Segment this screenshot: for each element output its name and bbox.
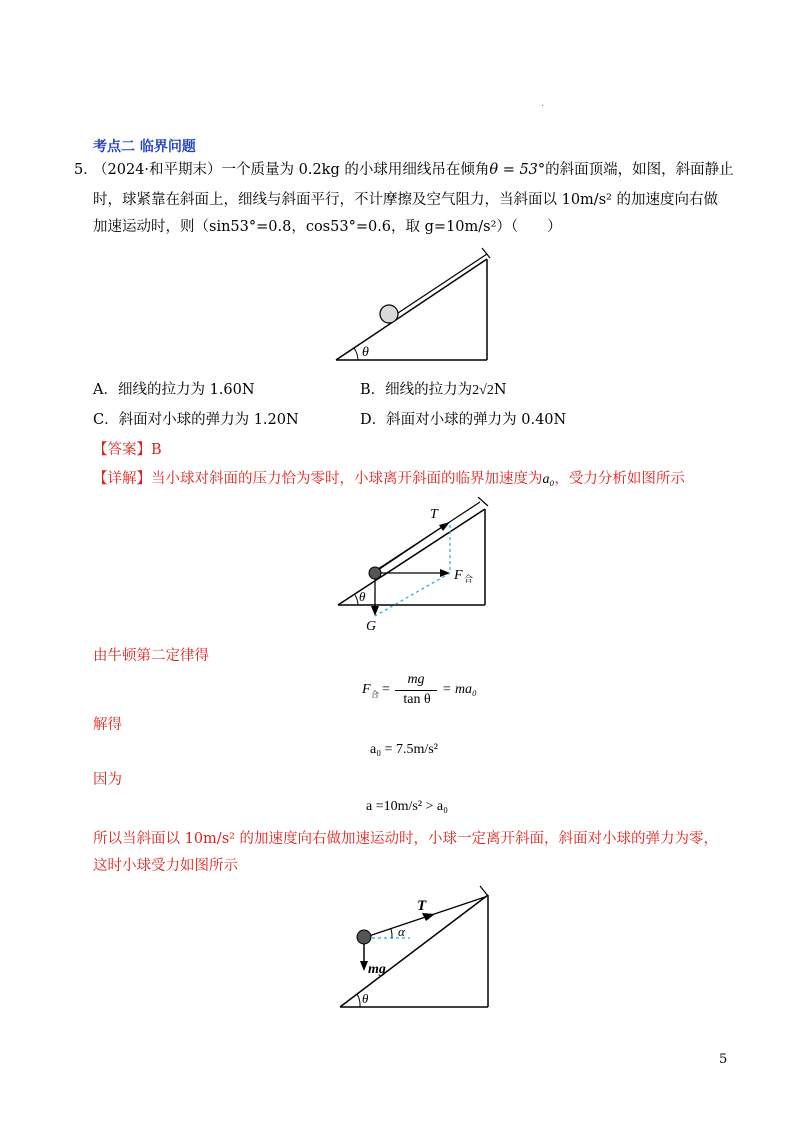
option-a: A．细线的拉力为 1.60N	[93, 382, 255, 398]
fig2-G-label: G	[366, 619, 377, 634]
question-line-1	[93, 160, 734, 180]
step-3: 因为	[93, 772, 122, 788]
step-1: 由牛顿第二定律得	[93, 648, 209, 664]
option-b-pre: B．细线的拉力为	[360, 382, 473, 398]
section-title: 考点二 临界问题	[93, 139, 196, 155]
theta-value: θ = 53°	[489, 162, 546, 178]
question-line-2: 时，球紧靠在斜面上，细线与斜面平行，不计摩擦及空气阻力，当斜面以 10m/s² 的加速度向右做	[93, 192, 719, 208]
eq1-numerator: mg	[407, 672, 425, 687]
fig3-theta-label: θ	[362, 991, 369, 1006]
question-line-3: 加速运动时，则（sin53°=0.8，cos53°=0.6，取 g=10m/s²）（ ）	[93, 219, 562, 235]
eq1-fraction-bar	[395, 690, 437, 691]
fig2-theta-label: θ	[359, 589, 366, 604]
fig1-theta-label: θ	[362, 345, 369, 360]
eq1-rhs: = ma₀	[442, 682, 477, 697]
question-line-1-pre: （2024·和平期末）一个质量为 0.2kg 的小球用细线吊在倾角	[93, 162, 490, 178]
conclusion-line-1: 所以当斜面以 10m/s² 的加速度向右做加速运动时，小球一定离开斜面，斜面对小球的弹力为零，	[93, 831, 719, 847]
fig2-T-label: T	[430, 507, 438, 522]
header-dot: .	[541, 98, 545, 109]
incline-figure-1	[330, 245, 500, 370]
incline-figure-2	[330, 497, 500, 637]
eq1-lhs-sub: 合	[371, 690, 379, 699]
detail-text	[93, 469, 685, 490]
fig2-F-label: F	[454, 568, 463, 583]
detail-a0: a₀	[542, 472, 555, 487]
fig3-mg-label: mg	[368, 962, 386, 977]
conclusion-line-2: 这时小球受力如图所示	[93, 858, 238, 874]
equation-1: F 合 = mg tan θ = ma₀	[362, 672, 477, 707]
answer: 【答案】B	[93, 442, 162, 458]
detail-pre: 【详解】当小球对斜面的压力恰为零时，小球离开斜面的临界加速度为	[93, 471, 543, 487]
fig2-F-sub: 合	[464, 574, 474, 584]
fig3-T-label: T	[417, 898, 427, 914]
option-b-math: 2√2	[472, 383, 494, 398]
option-c: C．斜面对小球的弹力为 1.20N	[93, 412, 299, 428]
question-line-1-post: 的斜面顶端，如图，斜面静止	[545, 162, 734, 178]
equation-2: a₀ = 7.5m/s²	[370, 742, 438, 757]
detail-post: ，受力分析如图所示	[554, 471, 685, 487]
option-b-post: N	[493, 382, 507, 398]
step-2: 解得	[93, 717, 122, 733]
question-number: 5．	[74, 162, 98, 178]
option-b	[360, 380, 507, 401]
page-number: 5	[719, 1052, 728, 1067]
eq1-denominator: tan θ	[403, 692, 431, 707]
eq1-lhs: F	[362, 682, 371, 697]
equation-3: a =10m/s² > a₀	[366, 799, 449, 814]
incline-figure-3	[330, 882, 500, 1012]
fig3-alpha-label: α	[398, 924, 405, 939]
option-d: D．斜面对小球的弹力为 0.40N	[360, 412, 567, 428]
